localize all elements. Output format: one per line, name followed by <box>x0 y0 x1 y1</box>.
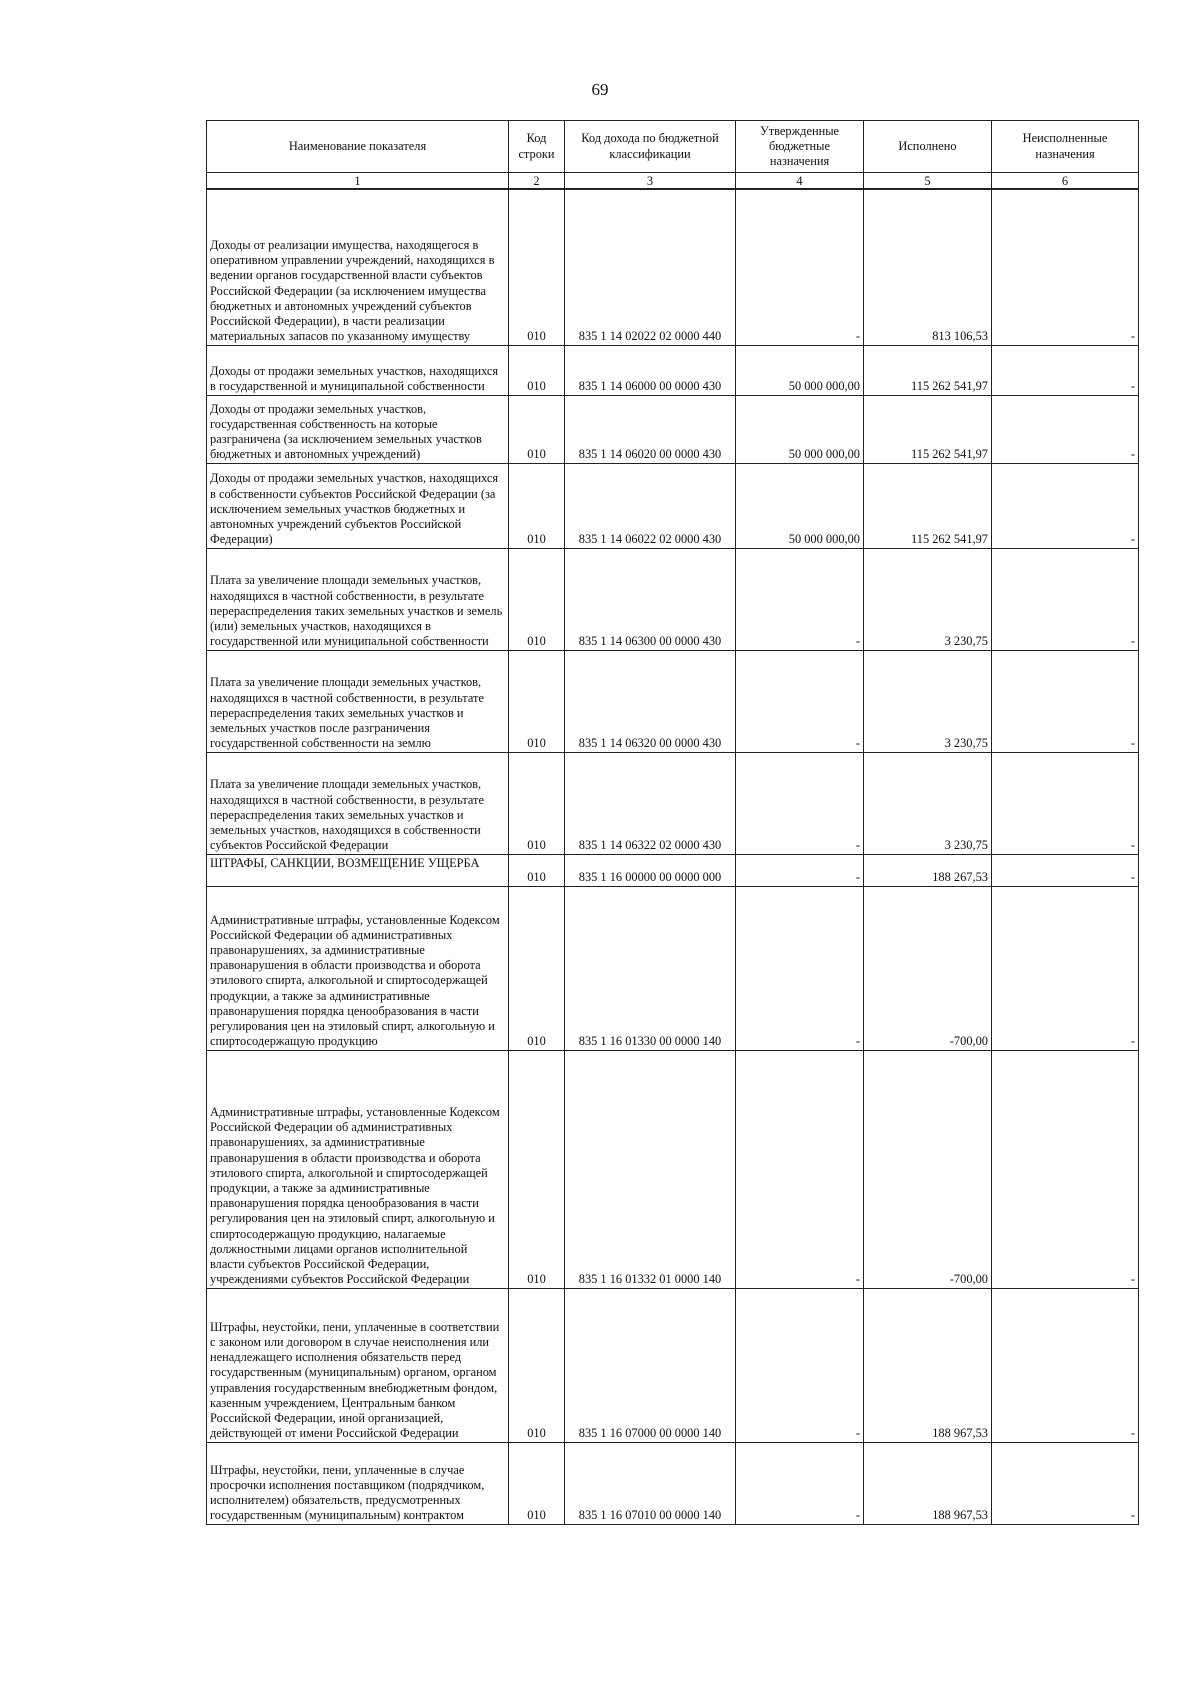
column-number: 3 <box>565 173 736 190</box>
budget-code: 835 1 16 00000 00 0000 000 <box>565 854 736 886</box>
budget-code: 835 1 16 07010 00 0000 140 <box>565 1442 736 1524</box>
row-code: 010 <box>509 548 565 650</box>
row-code: 010 <box>509 854 565 886</box>
approved-amount: - <box>736 886 864 1050</box>
budget-code: 835 1 14 06322 02 0000 430 <box>565 752 736 854</box>
approved-amount: 50 000 000,00 <box>736 395 864 463</box>
header-budget-code: Код дохода по бюджетной классификации <box>565 121 736 173</box>
column-number: 1 <box>207 173 509 190</box>
table-row <box>207 548 1139 650</box>
unexecuted-amount: - <box>992 752 1139 854</box>
table-row <box>207 395 1139 463</box>
indicator-name: Доходы от продажи земельных участков, государственная собственность на которые разграничена (за исключением земельных участков бюджетных и автономных учреждений) <box>207 395 509 463</box>
unexecuted-amount: - <box>992 886 1139 1050</box>
approved-amount: 50 000 000,00 <box>736 345 864 395</box>
executed-amount: 115 262 541,97 <box>864 345 992 395</box>
approved-amount: 50 000 000,00 <box>736 463 864 548</box>
indicator-name: Плата за увеличение площади земельных участков, находящихся в частной собственности, в результате перераспределения таких земельных участков и земельных участков, находящихся в собственности субъектов Российской Федерации <box>207 752 509 854</box>
row-code: 010 <box>509 395 565 463</box>
approved-amount: - <box>736 854 864 886</box>
indicator-name: Административные штрафы, установленные Кодексом Российской Федерации об административных правонарушениях, за административные правонарушения в области производства и оборота этилового спирта, алкогольной и спиртосодержащей продукции, а также за административные правонарушения порядка ценообразования в части регулирования цен на этиловый спирт, алкогольную и спиртосодержащую продукцию, налагаемые должностными лицами органов исполнительной власти субъектов Российской Федерации, учреждениями субъектов Российской Федерации <box>207 1050 509 1288</box>
row-code: 010 <box>509 345 565 395</box>
table-row <box>207 1288 1139 1442</box>
header-row <box>207 121 1139 173</box>
indicator-name: ШТРАФЫ, САНКЦИИ, ВОЗМЕЩЕНИЕ УЩЕРБА <box>207 854 509 886</box>
row-code: 010 <box>509 650 565 752</box>
column-number: 2 <box>509 173 565 190</box>
executed-amount: 115 262 541,97 <box>864 395 992 463</box>
approved-amount: - <box>736 1288 864 1442</box>
executed-amount: 188 967,53 <box>864 1442 992 1524</box>
budget-code: 835 1 14 06020 00 0000 430 <box>565 395 736 463</box>
indicator-name: Плата за увеличение площади земельных участков, находящихся в частной собственности, в результате перераспределения таких земельных участков и земель (или) земельных участков, находящихся в государственной или муниципальной собственности <box>207 548 509 650</box>
row-code: 010 <box>509 1050 565 1288</box>
row-code: 010 <box>509 189 565 345</box>
indicator-name: Штрафы, неустойки, пени, уплаченные в случае просрочки исполнения поставщиком (подрядчиком, исполнителем) обязательств, предусмотренных государственным (муниципальным) контрактом <box>207 1442 509 1524</box>
indicator-name: Штрафы, неустойки, пени, уплаченные в соответствии с законом или договором в случае неисполнения или ненадлежащего исполнения обязательств перед государственным (муниципальным) органом, органом управления государственным внебюджетным фондом, казенным учреждением, Центральным банком Российской Федерации, иной организацией, действующей от имени Российской Федерации <box>207 1288 509 1442</box>
budget-code: 835 1 16 07000 00 0000 140 <box>565 1288 736 1442</box>
budget-code: 835 1 14 06300 00 0000 430 <box>565 548 736 650</box>
budget-code: 835 1 14 02022 02 0000 440 <box>565 189 736 345</box>
budget-code: 835 1 14 06320 00 0000 430 <box>565 650 736 752</box>
unexecuted-amount: - <box>992 854 1139 886</box>
approved-amount: - <box>736 650 864 752</box>
indicator-name: Плата за увеличение площади земельных участков, находящихся в частной собственности, в результате перераспределения таких земельных участков и земельных участков после разграничения государственной собственности на землю <box>207 650 509 752</box>
row-code: 010 <box>509 463 565 548</box>
budget-code: 835 1 16 01332 01 0000 140 <box>565 1050 736 1288</box>
approved-amount: - <box>736 1442 864 1524</box>
unexecuted-amount: - <box>992 395 1139 463</box>
indicator-name: Доходы от продажи земельных участков, находящихся в государственной и муниципальной собственности <box>207 345 509 395</box>
executed-amount: -700,00 <box>864 1050 992 1288</box>
header-approved: Утвержденные бюджетные назначения <box>736 121 864 173</box>
executed-amount: -700,00 <box>864 886 992 1050</box>
row-code: 010 <box>509 886 565 1050</box>
table-row <box>207 1050 1139 1288</box>
row-code: 010 <box>509 1288 565 1442</box>
header-executed: Исполнено <box>864 121 992 173</box>
table-row <box>207 854 1139 886</box>
executed-amount: 3 230,75 <box>864 752 992 854</box>
table-row <box>207 1442 1139 1524</box>
unexecuted-amount: - <box>992 650 1139 752</box>
executed-amount: 813 106,53 <box>864 189 992 345</box>
indicator-name: Доходы от продажи земельных участков, находящихся в собственности субъектов Российской Федерации (за исключением земельных участков бюджетных и автономных учреждений субъектов Российской Федерации) <box>207 463 509 548</box>
unexecuted-amount: - <box>992 1288 1139 1442</box>
approved-amount: - <box>736 548 864 650</box>
page-number: 69 <box>591 80 609 99</box>
executed-amount: 188 967,53 <box>864 1288 992 1442</box>
table-row <box>207 463 1139 548</box>
unexecuted-amount: - <box>992 189 1139 345</box>
column-number: 5 <box>864 173 992 190</box>
budget-code: 835 1 14 06022 02 0000 430 <box>565 463 736 548</box>
approved-amount: - <box>736 1050 864 1288</box>
budget-code: 835 1 16 01330 00 0000 140 <box>565 886 736 1050</box>
unexecuted-amount: - <box>992 1442 1139 1524</box>
table-row <box>207 345 1139 395</box>
indicator-name: Доходы от реализации имущества, находящегося в оперативном управлении учреждений, находящихся в ведении органов государственной власти субъектов Российской Федерации (за исключением имущества бюджетных и автономных учреждений субъектов Российской Федерации), в части реализации материальных запасов по указанному имуществу <box>207 189 509 345</box>
budget-execution-table <box>206 120 1139 1525</box>
row-code: 010 <box>509 1442 565 1524</box>
table-row <box>207 752 1139 854</box>
column-number-row <box>207 173 1139 190</box>
unexecuted-amount: - <box>992 463 1139 548</box>
header-row-code: Код строки <box>509 121 565 173</box>
executed-amount: 3 230,75 <box>864 548 992 650</box>
budget-code: 835 1 14 06000 00 0000 430 <box>565 345 736 395</box>
approved-amount: - <box>736 752 864 854</box>
table-row <box>207 886 1139 1050</box>
unexecuted-amount: - <box>992 345 1139 395</box>
table-row <box>207 189 1139 345</box>
header-name: Наименование показателя <box>207 121 509 173</box>
unexecuted-amount: - <box>992 548 1139 650</box>
column-number: 6 <box>992 173 1139 190</box>
column-number: 4 <box>736 173 864 190</box>
approved-amount: - <box>736 189 864 345</box>
executed-amount: 3 230,75 <box>864 650 992 752</box>
header-unexecuted: Неисполненные назначения <box>992 121 1139 173</box>
table-row <box>207 650 1139 752</box>
executed-amount: 188 267,53 <box>864 854 992 886</box>
indicator-name: Административные штрафы, установленные Кодексом Российской Федерации об административных правонарушениях, за административные правонарушения в области производства и оборота этилового спирта, алкогольной и спиртосодержащей продукции, а также за административные правонарушения порядка ценообразования в части регулирования цен на этиловый спирт, алкогольную и спиртосодержащую продукцию <box>207 886 509 1050</box>
row-code: 010 <box>509 752 565 854</box>
unexecuted-amount: - <box>992 1050 1139 1288</box>
executed-amount: 115 262 541,97 <box>864 463 992 548</box>
